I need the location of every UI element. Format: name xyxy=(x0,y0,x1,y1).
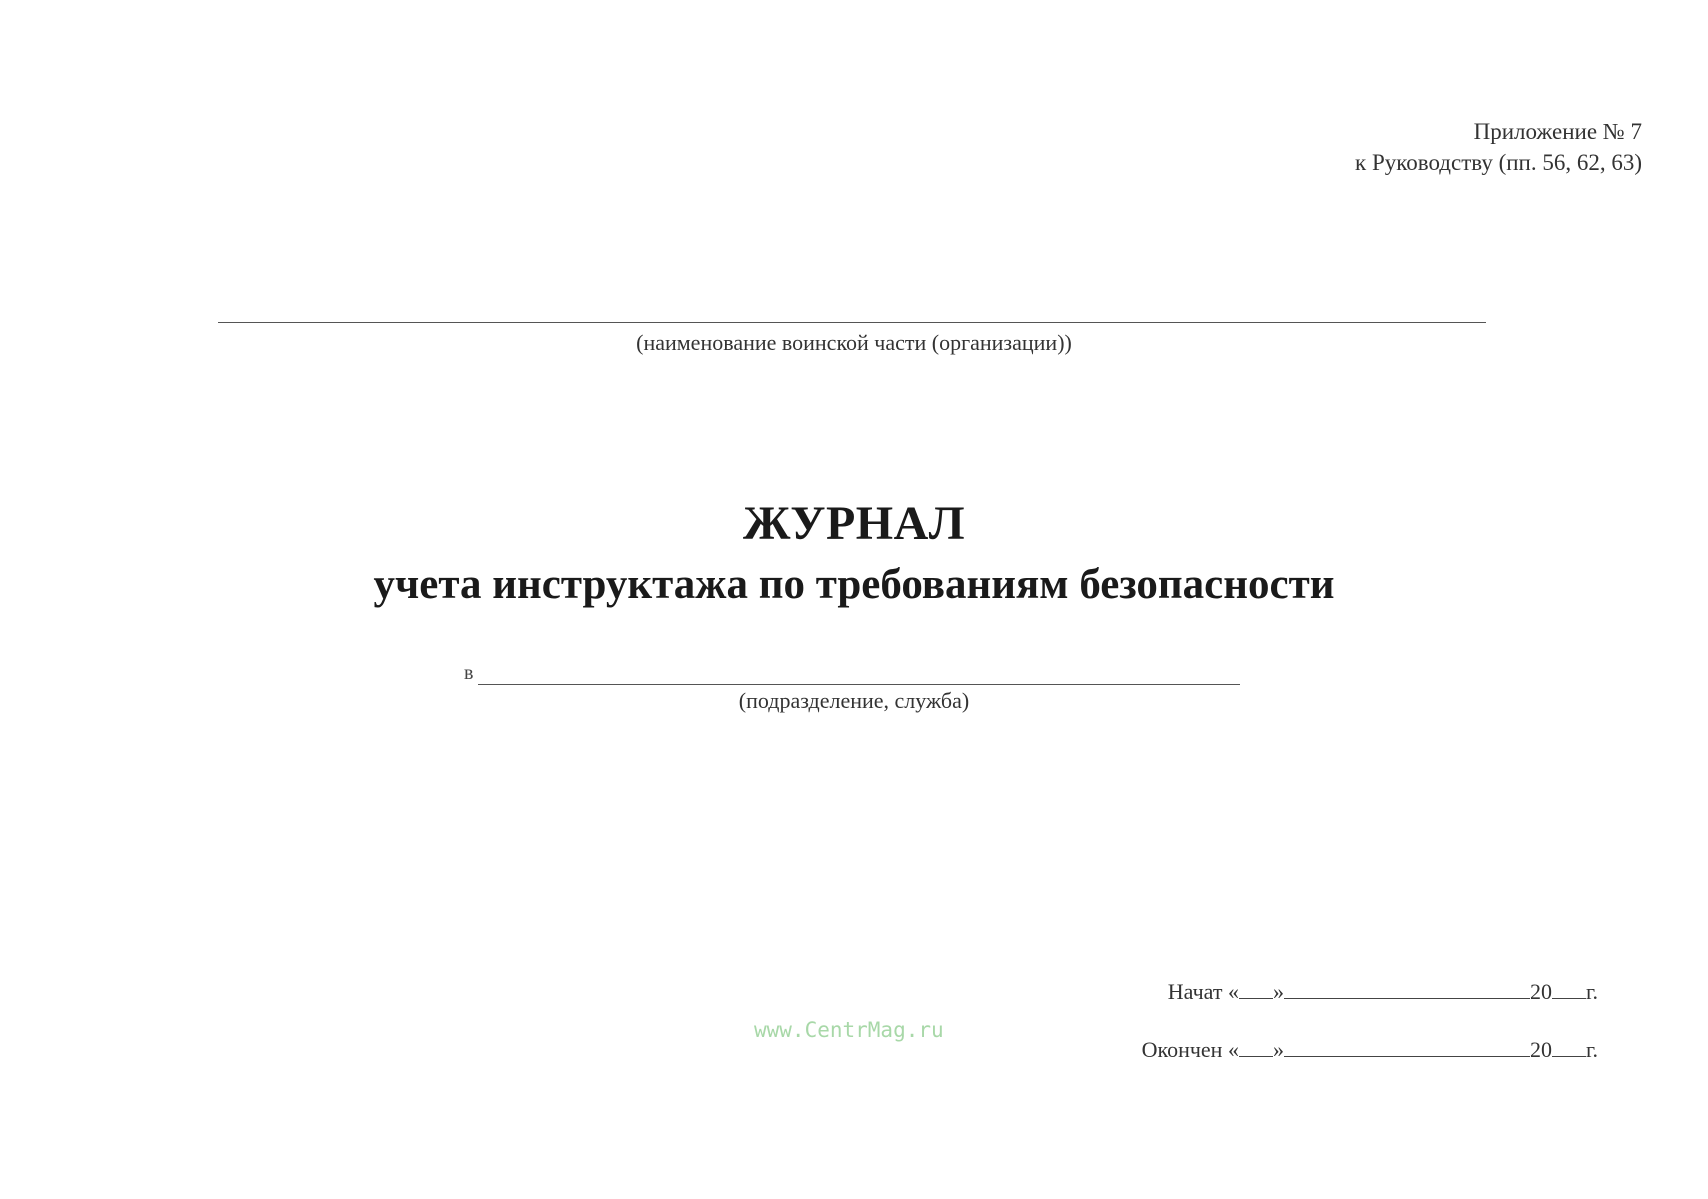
end-month-blank xyxy=(1284,1036,1530,1057)
start-open-quote: « xyxy=(1227,979,1239,1004)
unit-name-line xyxy=(478,684,1240,685)
end-year-suffix: г. xyxy=(1585,1037,1598,1062)
document-title: ЖУРНАЛ xyxy=(742,497,966,550)
end-year-blank xyxy=(1552,1036,1586,1057)
unit-prefix: в xyxy=(464,662,474,684)
document-subtitle: учета инструктажа по требованиям безопасности xyxy=(373,561,1335,608)
organization-name-caption: (наименование воинской части (организации)) xyxy=(636,330,1072,355)
end-day-blank xyxy=(1239,1036,1273,1057)
start-year-suffix: г. xyxy=(1585,979,1598,1004)
start-year-prefix: 20 xyxy=(1529,979,1552,1004)
appendix-reference xyxy=(1355,116,1642,178)
start-day-blank xyxy=(1239,978,1273,999)
organization-name-line xyxy=(218,322,1486,323)
end-date-label: Окончен xyxy=(1141,1037,1223,1062)
start-month-blank xyxy=(1284,978,1530,999)
appendix-guide-reference: к Руководству (пп. 56, 62, 63) xyxy=(1355,150,1642,175)
start-date-label: Начат xyxy=(1167,979,1223,1004)
appendix-number: Приложение № 7 xyxy=(1473,119,1642,144)
start-date-row xyxy=(1168,978,1598,1005)
end-year-prefix: 20 xyxy=(1529,1037,1552,1062)
end-date-row xyxy=(1142,1036,1598,1063)
unit-name-caption: (подразделение, служба) xyxy=(738,688,970,713)
start-year-blank xyxy=(1552,978,1586,999)
watermark: www.CentrMag.ru xyxy=(754,1018,944,1042)
end-open-quote: « xyxy=(1227,1037,1239,1062)
end-close-quote: » xyxy=(1272,1037,1284,1062)
start-close-quote: » xyxy=(1272,979,1284,1004)
